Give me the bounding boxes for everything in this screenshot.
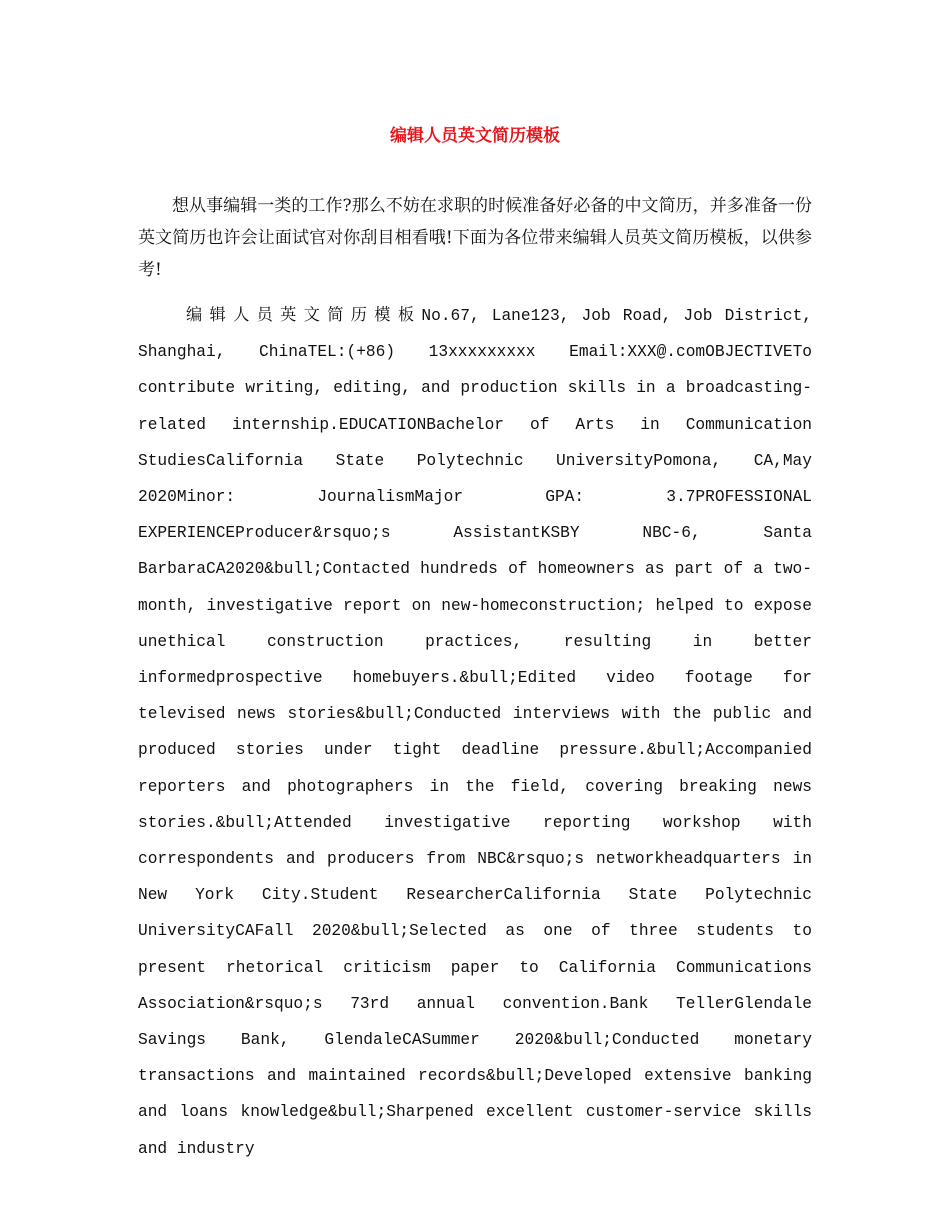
document-title: 编辑人员英文简历模板 [390, 126, 560, 146]
resume-body-paragraph [138, 297, 812, 1167]
intro-paragraph: 想从事编辑一类的工作?那么不妨在求职的时候准备好必备的中文简历，并多准备一份英文简历也许会让面试官对你刮目相看哦!下面为各位带来编辑人员英文简历模板，以供参考! [138, 196, 812, 280]
resume-heading-inline: 编辑人员英文简历模板 [186, 305, 422, 324]
resume-body-text: No.67, Lane123, Job Road, Job District, Shanghai, ChinaTEL:(+86) 13xxxxxxxxx Email:XXX@.comOBJECTIVETo contribute writing, editing, and production skills in a broadcasting-related internship.EDUCATIONBachelor of Arts in Communication StudiesCalifornia State Polytechnic UniversityPomona, CA,May 2020Minor: JournalismMajor GPA: 3.7PROFESSIONAL EXPERIENCEProducer&rsquo;s AssistantKSBY NBC-6, Santa BarbaraCA2020&bull;Contacted hundreds of homeowners as part of a two-month, investigative report on new-homeconstruction; helped to expose unethical construction practices, resulting in better informedprospective homebuyers.&bull;Edited video footage for televised news stories&bull;Conducted interviews with the public and produced stories under tight deadline pressure.&bull;Accompanied reporters and photographers in the field, covering breaking news stories.&bull;Attended investigative reporting workshop with correspondents and producers from NBC&rsquo;s networkheadquarters in New York City.Student ResearcherCalifornia State Polytechnic UniversityCAFall 2020&bull;Selected as one of three students to present rhetorical criticism paper to California Communications Association&rsquo;s 73rd annual convention.Bank TellerGlendale Savings Bank, GlendaleCASummer 2020&bull;Conducted monetary transactions and maintained records&bull;Developed extensive banking and loans knowledge&bull;Sharpened excellent customer-service skills and industry [138, 307, 812, 1158]
